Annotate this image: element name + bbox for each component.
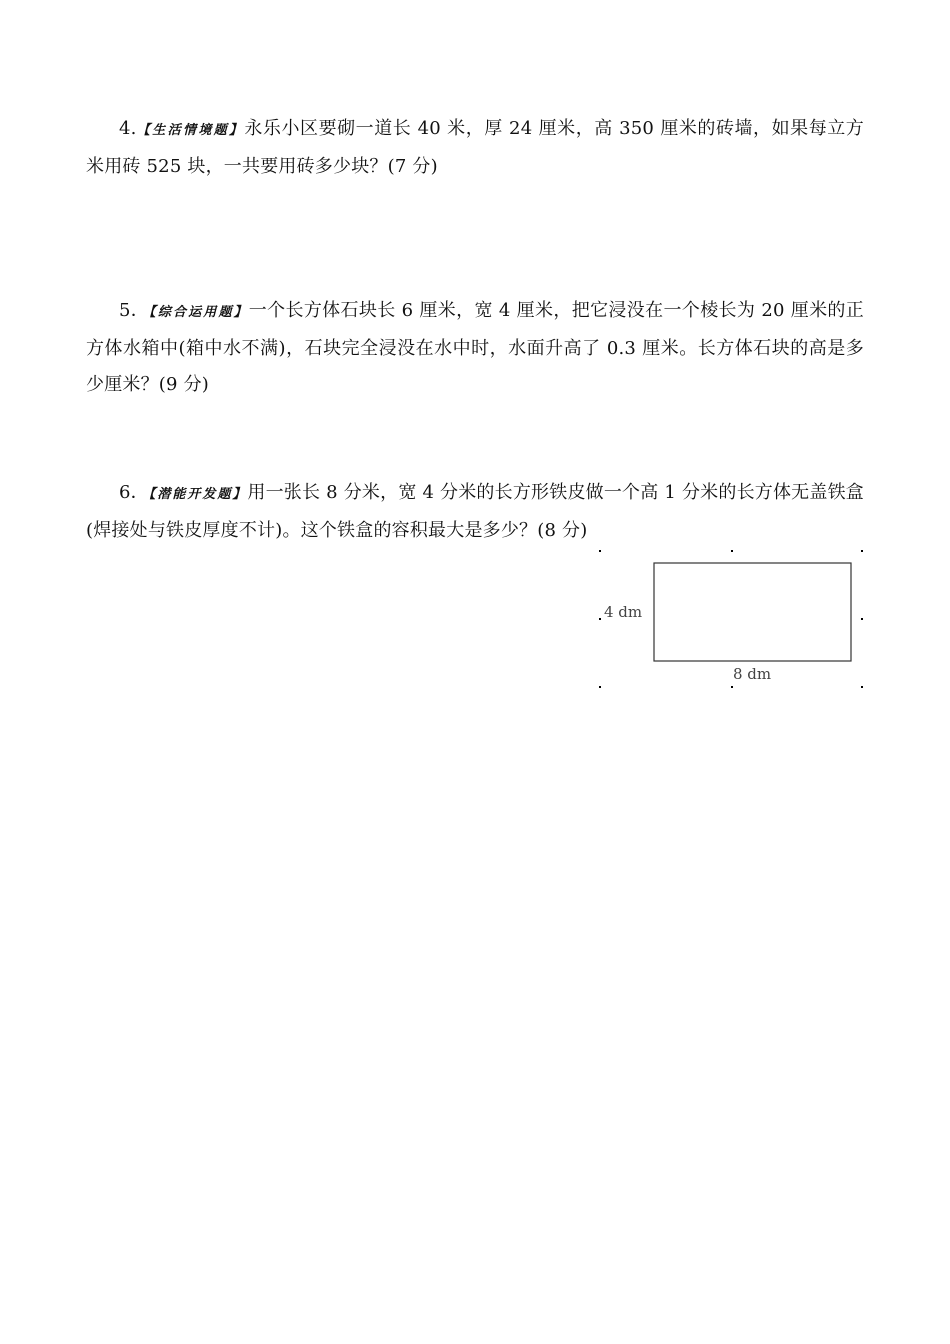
question-6 xyxy=(86,475,864,549)
rectangle-diagram xyxy=(596,545,866,693)
rectangle-figure xyxy=(596,545,866,693)
question-number: 4. xyxy=(119,118,137,139)
corner-marker xyxy=(599,550,601,552)
question-5 xyxy=(86,293,864,403)
question-tag: 【综合运用题】 xyxy=(149,305,249,320)
corner-marker xyxy=(731,686,733,688)
question-tag: 【生活情境题】 xyxy=(136,123,245,138)
question-4 xyxy=(86,111,864,185)
sheet-rectangle xyxy=(654,563,851,661)
corner-marker xyxy=(599,618,601,620)
question-number: 5． xyxy=(119,300,150,321)
corner-marker xyxy=(599,686,601,688)
question-number: 6． xyxy=(119,482,149,503)
corner-marker xyxy=(861,550,863,552)
question-text: 永乐小区要砌一道长 40 米，厚 24 厘米，高 350 厘米的砖墙，如果每立方米用砖 525 块，一共要用砖多少块？(7 分) xyxy=(86,118,864,177)
question-text: 一个长方体石块长 6 厘米，宽 4 厘米，把它浸没在一个棱长为 20 厘米的正方体水箱中(箱中水不满)，石块完全浸没在水中时，水面升高了 0.3 厘米。长方体石块的高是多少厘米？(9 分) xyxy=(86,300,864,395)
width-label: 8 dm xyxy=(733,665,772,683)
corner-marker xyxy=(731,550,733,552)
corner-marker xyxy=(861,618,863,620)
question-text: 用一张长 8 分米，宽 4 分米的长方形铁皮做一个高 1 分米的长方体无盖铁盒(焊接处与铁皮厚度不计)。这个铁盒的容积最大是多少？(8 分) xyxy=(86,482,864,541)
height-label: 4 dm xyxy=(604,603,643,621)
question-tag: 【潜能开发题】 xyxy=(148,487,248,502)
corner-marker xyxy=(861,686,863,688)
